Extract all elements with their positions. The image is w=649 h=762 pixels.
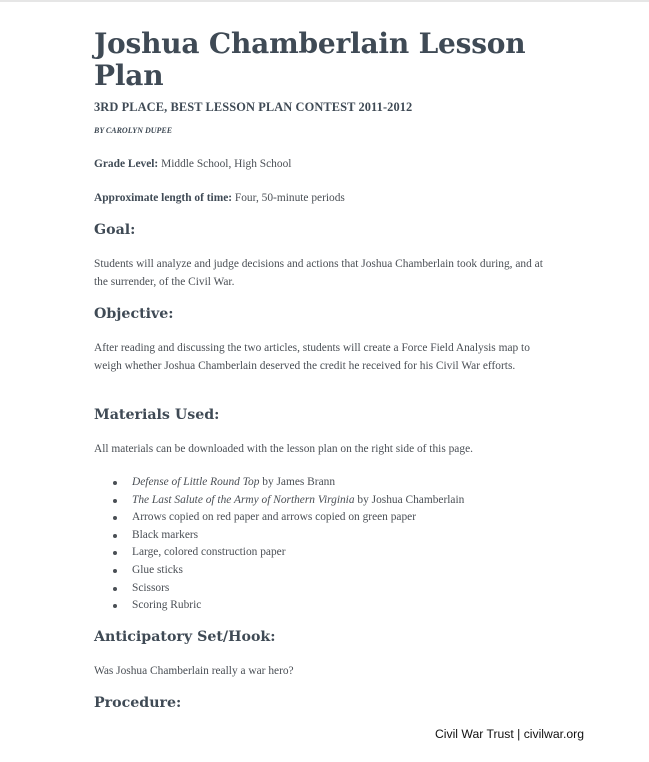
item-text: by Joshua Chamberlain [354,493,465,506]
item-text: Scoring Rubric [132,599,202,612]
item-text: Glue sticks [132,563,183,576]
length-of-time-label: Approximate length of time: [94,192,233,204]
item-text: by James Brann [259,476,336,488]
grade-level-label: Grade Level: [94,158,159,170]
article-title: Defense of Little Round Top [132,476,260,488]
grade-level-line [94,156,556,174]
bullet-icon [113,481,117,485]
bullet-icon [113,516,117,520]
materials-list [94,474,464,615]
objective-heading: Objective: [94,306,174,322]
materials-list-item [94,492,464,510]
article-title: The Last Salute of the Army of Northern Virginia [132,493,355,506]
procedure-heading: Procedure: [94,695,182,711]
materials-list-item [94,580,464,598]
bullet-icon [113,551,117,555]
materials-intro: All materials can be downloaded with the lesson plan on the right side of this page. [94,443,473,455]
length-of-time-line [94,190,556,208]
goal-body: Students will analyze and judge decisions and actions that Joshua Chamberlain took during, and at the surrender, of the Civil War. [94,258,543,288]
objective-body: After reading and discussing the two articles, students will create a Force Field Analysis map to weigh whether Joshua Chamberlain deserved the credit he received for his Civil War efforts. [94,342,530,372]
materials-heading: Materials Used: [94,407,220,423]
award-subtitle: 3RD PLACE, BEST LESSON PLAN CONTEST 2011-2012 [94,100,413,114]
item-text: Large, colored construction paper [132,546,286,559]
bullet-icon [113,587,117,591]
item-text: Arrows copied on red paper and arrows copied on green paper [132,511,417,524]
bullet-icon [113,569,117,573]
hook-body: Was Joshua Chamberlain really a war hero? [94,665,294,677]
materials-list-item [94,562,464,580]
page-top-border [0,0,649,2]
hook-heading: Anticipatory Set/Hook: [94,629,276,645]
page-title: Joshua Chamberlain Lesson Plan [94,27,526,92]
materials-list-item [94,597,464,615]
materials-list-item [94,544,464,562]
materials-list-item [94,474,464,492]
grade-level-value: Middle School, High School [161,158,292,170]
length-of-time-value: Four, 50-minute periods [234,192,345,204]
materials-list-item [94,509,464,527]
item-text: Scissors [132,581,170,594]
item-text: Black markers [132,528,199,541]
materials-list-item [94,527,464,545]
goal-heading: Goal: [94,222,136,238]
bullet-icon [113,499,117,503]
page-footer: Civil War Trust | civilwar.org [435,727,584,741]
bullet-icon [113,534,117,538]
bullet-icon [113,604,117,608]
author-byline: BY CAROLYN DUPEE [94,126,173,135]
